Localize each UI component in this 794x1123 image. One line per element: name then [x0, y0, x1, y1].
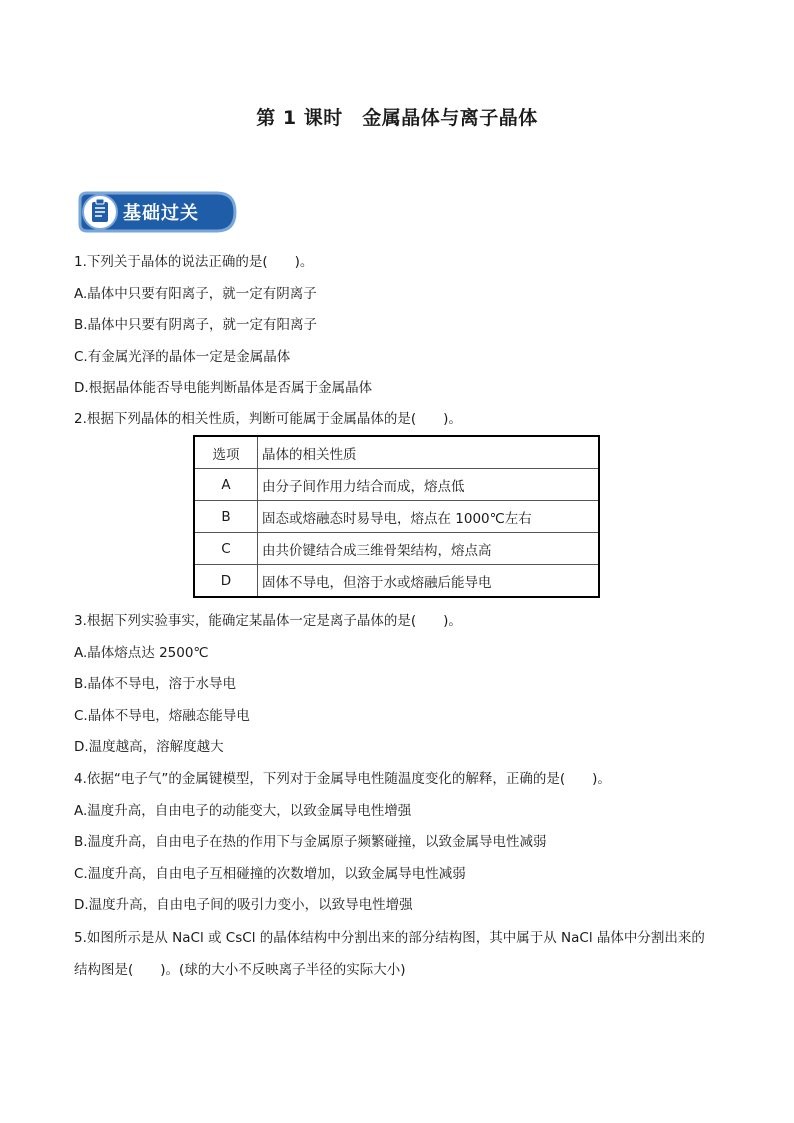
table-cell-option: C: [194, 533, 258, 565]
table-cell-property: 固态或熔融态时易导电，熔点在 1000℃左右: [258, 501, 600, 533]
properties-table: [193, 435, 600, 598]
page-title: 第 1 课时 金属晶体与离子晶体: [256, 107, 538, 129]
banner-label: 基础过关: [123, 203, 199, 224]
table-cell-option: B: [194, 501, 258, 533]
table-header-properties: 晶体的相关性质: [258, 436, 600, 469]
q5-stem-line2: 结构图是( )。(球的大小不反映离子半径的实际大小): [74, 962, 406, 978]
q1-stem: 1.下列关于晶体的说法正确的是( )。: [74, 254, 314, 270]
q1-option-d: D.根据晶体能否导电能判断晶体是否属于金属晶体: [74, 380, 373, 396]
q5-stem-line1: 5.如图所示是从 NaCl 或 CsCl 的晶体结构中分割出来的部分结构图，其中属于从 NaCl 晶体中分割出来的: [74, 930, 705, 946]
q4-option-a: A.温度升高，自由电子的动能变大，以致金属导电性增强: [74, 803, 412, 819]
table-header-option: 选项: [194, 436, 258, 469]
q1-option-a: A.晶体中只要有阳离子，就一定有阴离子: [74, 286, 317, 302]
table-cell-property: 固体不导电，但溶于水或熔融后能导电: [258, 565, 600, 598]
table-row: [194, 565, 599, 598]
table-cell-property: 由分子间作用力结合而成，熔点低: [258, 469, 600, 501]
table-row: [194, 533, 599, 565]
section-banner: [77, 190, 237, 234]
table-cell-property: 由共价键结合成三维骨架结构，熔点高: [258, 533, 600, 565]
table-cell-option: D: [194, 565, 258, 598]
table-header-row: [194, 436, 599, 469]
q3-option-b: B.晶体不导电，溶于水导电: [74, 676, 237, 692]
q3-option-d: D.温度越高，溶解度越大: [74, 739, 224, 755]
clipboard-icon: [92, 199, 108, 222]
q3-stem: 3.根据下列实验事实，能确定某晶体一定是离子晶体的是( )。: [74, 613, 462, 629]
table-cell-option: A: [194, 469, 258, 501]
q1-option-c: C.有金属光泽的晶体一定是金属晶体: [74, 349, 291, 365]
q2-stem: 2.根据下列晶体的相关性质，判断可能属于金属晶体的是( )。: [74, 411, 462, 427]
q4-option-b: B.温度升高，自由电子在热的作用下与金属原子频繁碰撞，以致金属导电性减弱: [74, 834, 547, 850]
q3-option-a: A.晶体熔点达 2500℃: [74, 645, 209, 661]
q4-stem: 4.依据“电子气”的金属键模型，下列对于金属导电性随温度变化的解释，正确的是( )。: [74, 771, 611, 787]
q4-option-c: C.温度升高，自由电子互相碰撞的次数增加，以致金属导电性减弱: [74, 866, 466, 882]
table-row: [194, 501, 599, 533]
q3-option-c: C.晶体不导电，熔融态能导电: [74, 708, 250, 724]
table-row: [194, 469, 599, 501]
q1-option-b: B.晶体中只要有阴离子，就一定有阳离子: [74, 317, 318, 333]
q4-option-d: D.温度升高，自由电子间的吸引力变小，以致导电性增强: [74, 897, 413, 913]
